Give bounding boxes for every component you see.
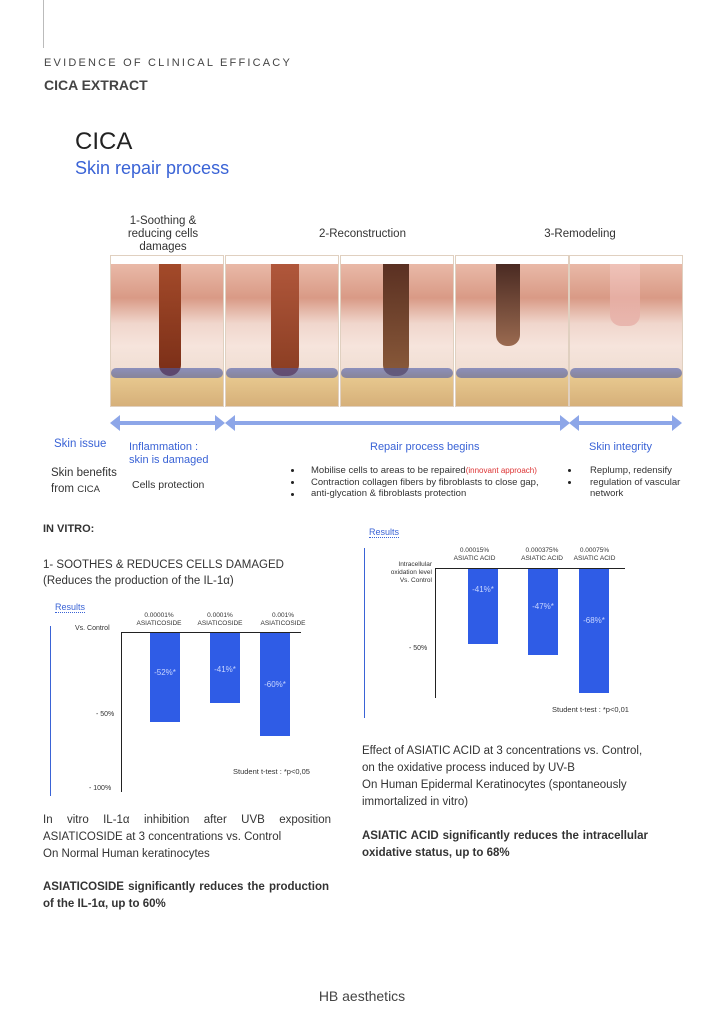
claim-line1: 1- SOOTHES & REDUCES CELLS DAMAGED — [43, 559, 284, 571]
chart1-tick-100: - 100% — [89, 785, 112, 792]
list-item: Contraction collagen fibers by fibroblasts to close gap, — [311, 476, 539, 488]
chart2-bar-label-2: -47%* — [532, 602, 554, 611]
results-label-2: Results — [369, 527, 400, 537]
section-title: CICA EXTRACT — [44, 77, 148, 93]
chart2-note: Student t-test : *p<0,01 — [552, 705, 629, 714]
page-title: CICA — [75, 128, 133, 155]
skin-illustration-4 — [455, 255, 569, 407]
right-conclusion: ASIATIC ACID significantly reduces the intracellular oxidative status, up to 68% — [362, 830, 648, 859]
chart2-bar-2 — [528, 569, 558, 655]
claim-heading — [43, 557, 284, 589]
bullet-dot — [291, 493, 294, 496]
stage-1-label: 1-Soothing & reducing cells damages — [127, 215, 199, 253]
bullet-dot — [291, 481, 294, 484]
skin-illustration-3 — [340, 255, 454, 407]
innovation-note: (innovant approach) — [465, 466, 537, 475]
left-desc-line2: ASIATICOSIDE at 3 concentrations vs. Control — [43, 831, 282, 843]
skin-illustration-1 — [110, 255, 224, 407]
skin-benefits-label — [51, 465, 117, 498]
timeline-bar-3 — [577, 421, 674, 425]
footer-brand: HB aesthetics — [318, 988, 406, 1004]
left-description — [43, 812, 331, 863]
page-subtitle: Skin repair process — [75, 158, 230, 178]
skin-benefits-line3: CICA — [77, 484, 100, 495]
top-divider — [43, 0, 44, 48]
chart2-bar-1 — [468, 569, 498, 644]
bullet-dot — [568, 469, 571, 472]
timeline-bar-2 — [233, 421, 563, 425]
in-vitro-heading: IN VITRO: — [43, 523, 95, 535]
claim-line2: (Reduces the production of the IL-1α) — [43, 575, 234, 587]
chart1-tick-50: - 50% — [96, 711, 115, 718]
right-description — [362, 743, 657, 811]
left-desc-line1: In vitro IL-1α inhibition after UVB exposition — [43, 814, 331, 826]
list-item: regulation of vascular network — [590, 476, 681, 499]
right-desc-line3: On Human Epidermal Keratinocytes (spontaneously immortalized in vitro) — [362, 779, 627, 808]
chart1-ylabel: Vs. Control — [75, 625, 110, 632]
chart1-note: Student t-test : *p<0,05 — [233, 767, 310, 776]
phase-2-bullets — [311, 465, 561, 500]
phase-3-title: Skin integrity — [589, 441, 652, 453]
chart2-cat-2: 0.000375% ASIATIC ACID — [521, 547, 563, 562]
phase-2-title: Repair process begins — [370, 441, 480, 453]
chart1-bar-1 — [150, 633, 180, 722]
left-desc-line3: On Normal Human keratinocytes — [43, 848, 210, 860]
timeline-arrow-right-3 — [672, 415, 682, 431]
timeline-bar-1 — [118, 421, 218, 425]
chart2-cat-1: 0.00015% ASIATIC ACID — [453, 547, 496, 562]
chart1-y-axis — [121, 632, 122, 792]
right-desc-line2: on the oxidative process induced by UV-B — [362, 762, 575, 774]
phase-3-bullets — [590, 465, 685, 500]
skin-benefits-line1: Skin benefits — [51, 467, 117, 479]
skin-issue-label: Skin issue — [54, 438, 107, 450]
list-item: anti-glycation & fibroblasts protection — [311, 488, 467, 499]
chart2-cat-3: 0.00075% ASIATIC ACID — [573, 547, 616, 562]
chart2-tick-50: - 50% — [409, 645, 428, 652]
stage-2-label: 2-Reconstruction — [319, 228, 406, 240]
chart2-ylabel: Intracellular oxidation level Vs. Control — [390, 561, 432, 584]
chart2-y-axis — [435, 568, 436, 698]
list-item: Replump, redensify — [590, 465, 672, 476]
chart1-cat-2: 0.0001% ASIATICOSIDE — [197, 612, 243, 627]
eyebrow-title: EVIDENCE OF CLINICAL EFFICACY — [44, 57, 292, 69]
timeline-arrow-right-1 — [215, 415, 225, 431]
results-rule-1 — [50, 626, 51, 796]
chart1-bar-label-1: -52%* — [154, 668, 176, 677]
chart2-bar-label-3: -68%* — [583, 616, 605, 625]
skin-illustration-5 — [569, 255, 683, 407]
chart2-bar-label-1: -41%* — [472, 585, 494, 594]
stage-3-label: 3-Remodeling — [544, 228, 616, 240]
bullet-dot — [568, 481, 571, 484]
chart1-bar-label-2: -41%* — [214, 665, 236, 674]
phase-1-title: Inflammation : skin is damaged — [129, 441, 209, 466]
skin-benefits-line2: from — [51, 483, 74, 495]
chart1-cat-3: 0.001% ASIATICOSIDE — [260, 612, 306, 627]
chart1-cat-1: 0.00001% ASIATICOSIDE — [136, 612, 182, 627]
bullet-dot — [291, 469, 294, 472]
list-item: Mobilise cells to areas to be repaired(innovant approach) — [311, 465, 537, 476]
left-conclusion: ASIATICOSIDE significantly reduces the production of the IL-1α, up to 60% — [43, 881, 329, 910]
chart1-bar-label-3: -60%* — [264, 680, 286, 689]
skin-illustration-2 — [225, 255, 339, 407]
results-label-1: Results — [55, 602, 86, 612]
results-rule-2 — [364, 548, 365, 718]
chart2-bar-3 — [579, 569, 609, 693]
phase-1-benefit: Cells protection — [132, 479, 205, 491]
right-desc-line1: Effect of ASIATIC ACID at 3 concentrations vs. Control, — [362, 745, 643, 757]
